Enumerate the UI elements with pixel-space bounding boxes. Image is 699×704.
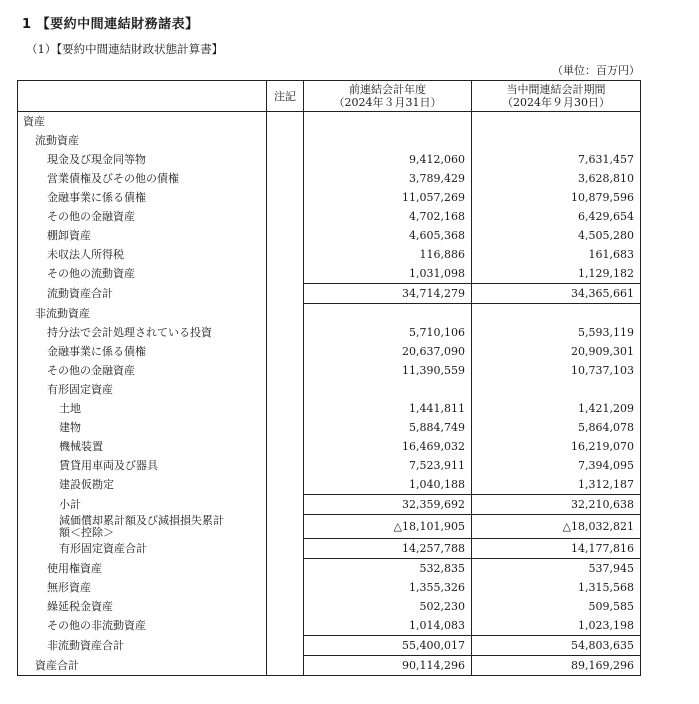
row-current-value: 14,177,816 [472,539,641,559]
row-prior-value: 3,789,429 [304,169,472,188]
row-note-cell [267,380,304,399]
row-current-value: 1,421,209 [472,399,641,418]
row-note-cell [267,323,304,342]
row-label-cell [18,264,267,284]
header-prior-period-line1: 前連結会計年度 [349,83,426,96]
row-label-cell [18,636,267,656]
row-label: 有形固定資産合計 [59,542,147,555]
table-row [18,226,641,245]
row-label: 金融事業に係る債権 [47,345,146,358]
row-label: 建設仮勘定 [59,478,114,492]
row-current-value: 161,683 [472,245,641,264]
row-label: 土地 [59,402,81,415]
row-note-cell [267,342,304,361]
row-label-cell [18,284,267,304]
row-current-value: 509,585 [472,597,641,616]
row-label: 資産 [23,115,45,128]
header-current-period-line1: 当中間連結会計期間 [506,83,606,96]
row-prior-value [304,112,472,132]
row-note-cell [267,437,304,456]
row-current-value: 537,945 [472,559,641,579]
row-label-cell [18,323,267,342]
row-label-cell [18,559,267,579]
row-note-cell [267,636,304,656]
row-label: 金融事業に係る債権 [47,191,146,204]
row-prior-value: 32,359,692 [304,495,472,515]
row-current-value: 34,365,661 [472,284,641,304]
row-label-cell [18,188,267,207]
table-row [18,188,641,207]
row-current-value: 20,909,301 [472,342,641,361]
row-note-cell [267,304,304,324]
row-current-value: 7,631,457 [472,150,641,169]
row-current-value: 7,394,095 [472,456,641,475]
row-current-value [472,380,641,399]
header-prior-period [304,81,472,112]
table-row [18,361,641,380]
row-note-cell [267,284,304,304]
row-label: その他の流動資産 [47,267,135,281]
row-label-cell [18,597,267,616]
row-prior-value: 1,441,811 [304,399,472,418]
row-label-cell [18,169,267,188]
row-label: 繰延税金資産 [47,600,113,613]
row-prior-value: 5,884,749 [304,418,472,437]
row-note-cell [267,616,304,636]
row-current-value [472,112,641,132]
row-note-cell [267,539,304,559]
table-row [18,475,641,495]
row-label-cell [18,245,267,264]
row-current-value: 5,864,078 [472,418,641,437]
row-current-value: 5,593,119 [472,323,641,342]
row-prior-value: 1,355,326 [304,578,472,597]
table-row [18,304,641,324]
row-label: 流動資産合計 [47,287,113,300]
row-note-cell [267,515,304,539]
table-row [18,539,641,559]
row-label: 非流動資産 [35,306,90,320]
table-row [18,495,641,515]
row-label-cell [18,418,267,437]
row-label-cell [18,131,267,150]
row-prior-value [304,131,472,150]
row-note-cell [267,188,304,207]
table-row [18,636,641,656]
row-note-cell [267,169,304,188]
row-note-cell [267,456,304,475]
row-note-cell [267,559,304,579]
table-row [18,207,641,226]
row-label-cell [18,226,267,245]
row-prior-value: 4,702,168 [304,207,472,226]
row-label-cell [18,616,267,636]
header-current-period [472,81,641,112]
row-label: 持分法で会計処理されている投資 [47,326,212,339]
row-note-cell [267,361,304,380]
row-prior-value: 14,257,788 [304,539,472,559]
row-label: 流動資産 [35,134,79,147]
row-prior-value: 5,710,106 [304,323,472,342]
row-current-value: 10,737,103 [472,361,641,380]
row-current-value: 1,023,198 [472,616,641,636]
row-note-cell [267,264,304,284]
header-current-period-line2: （2024年９月30日） [502,96,610,109]
row-note-cell [267,578,304,597]
row-label-cell [18,475,267,495]
row-current-value: 10,879,596 [472,188,641,207]
table-row [18,578,641,597]
row-prior-value [304,304,472,324]
subsection-title: （1）【要約中間連結財政状態計算書】 [26,42,224,56]
row-prior-value: 34,714,279 [304,284,472,304]
row-prior-value [304,380,472,399]
table-row [18,437,641,456]
table-row [18,112,641,132]
table-row [18,169,641,188]
row-label-cell [18,304,267,324]
row-prior-value: 4,605,368 [304,226,472,245]
table-row [18,245,641,264]
row-current-value: 16,219,070 [472,437,641,456]
row-label: 現金及び現金同等物 [47,153,146,166]
row-prior-value: △18,101,905 [304,515,472,539]
section-title: 1 【要約中間連結財務諸表】 [22,17,199,32]
row-current-value [472,131,641,150]
row-label-cell [18,342,267,361]
financial-position-table [17,80,641,676]
row-label-cell [18,515,267,539]
row-note-cell [267,207,304,226]
row-label: 非流動資産合計 [47,639,124,652]
row-note-cell [267,226,304,245]
header-note: 注記 [267,81,304,112]
table-row [18,264,641,284]
row-current-value: △18,032,821 [472,515,641,539]
row-label-cell [18,399,267,418]
row-label: その他の金融資産 [47,364,135,377]
row-prior-value: 9,412,060 [304,150,472,169]
table-row [18,131,641,150]
unit-label: （単位：百万円） [552,64,640,77]
row-prior-value: 502,230 [304,597,472,616]
row-label: 賃貸用車両及び器具 [59,459,158,472]
row-label: 使用権資産 [47,561,102,575]
row-note-cell [267,656,304,676]
row-prior-value: 90,114,296 [304,656,472,676]
row-current-value [472,304,641,324]
row-prior-value: 7,523,911 [304,456,472,475]
row-prior-value: 16,469,032 [304,437,472,456]
table-body [18,112,641,676]
row-prior-value: 1,031,098 [304,264,472,284]
row-prior-value: 11,390,559 [304,361,472,380]
table-row [18,559,641,579]
row-current-value: 6,429,654 [472,207,641,226]
row-note-cell [267,245,304,264]
row-current-value: 3,628,810 [472,169,641,188]
table-row [18,342,641,361]
row-label-cell [18,207,267,226]
row-prior-value: 20,637,090 [304,342,472,361]
table-row [18,380,641,399]
row-label-cell [18,578,267,597]
row-label: 資産合計 [35,658,79,672]
row-note-cell [267,112,304,132]
row-current-value: 1,312,187 [472,475,641,495]
row-current-value: 54,803,635 [472,636,641,656]
row-label-cell [18,150,267,169]
row-label: 機械装置 [59,440,103,453]
row-note-cell [267,399,304,418]
row-label: 未収法人所得税 [47,248,124,261]
header-prior-period-line2: （2024年３月31日） [333,96,442,109]
row-label: その他の金融資産 [47,210,135,223]
row-label: 営業債権及びその他の債権 [47,172,179,185]
row-note-cell [267,597,304,616]
table-row [18,323,641,342]
row-label: 有形固定資産 [47,383,113,396]
row-prior-value: 116,886 [304,245,472,264]
row-note-cell [267,131,304,150]
row-note-cell [267,418,304,437]
header-label-cell [18,81,267,112]
row-prior-value: 55,400,017 [304,636,472,656]
row-label-cell [18,380,267,399]
row-label: 減価償却累計額及び減損損失累計額＜控除＞ [59,513,224,539]
row-note-cell [267,475,304,495]
row-note-cell [267,495,304,515]
row-label-cell [18,539,267,559]
row-label-cell [18,361,267,380]
table-header-row [18,81,641,112]
table-row [18,515,641,539]
row-label-cell [18,495,267,515]
row-prior-value: 532,835 [304,559,472,579]
row-label: 無形資産 [47,581,91,594]
row-label-cell [18,656,267,676]
row-label: 建物 [59,421,81,434]
row-note-cell [267,150,304,169]
row-label-cell [18,437,267,456]
row-label-cell [18,112,267,132]
row-current-value: 1,129,182 [472,264,641,284]
row-prior-value: 1,014,083 [304,616,472,636]
row-prior-value: 1,040,188 [304,475,472,495]
table-row [18,284,641,304]
row-label: その他の非流動資産 [47,619,146,633]
row-current-value: 89,169,296 [472,656,641,676]
table-row [18,656,641,676]
table-row [18,456,641,475]
table-row [18,150,641,169]
row-label: 小計 [59,498,81,511]
row-label: 棚卸資産 [47,229,91,242]
table-row [18,597,641,616]
table-row [18,616,641,636]
row-current-value: 32,210,638 [472,495,641,515]
row-prior-value: 11,057,269 [304,188,472,207]
row-label-cell [18,456,267,475]
row-current-value: 4,505,280 [472,226,641,245]
table-row [18,399,641,418]
table-row [18,418,641,437]
row-current-value: 1,315,568 [472,578,641,597]
